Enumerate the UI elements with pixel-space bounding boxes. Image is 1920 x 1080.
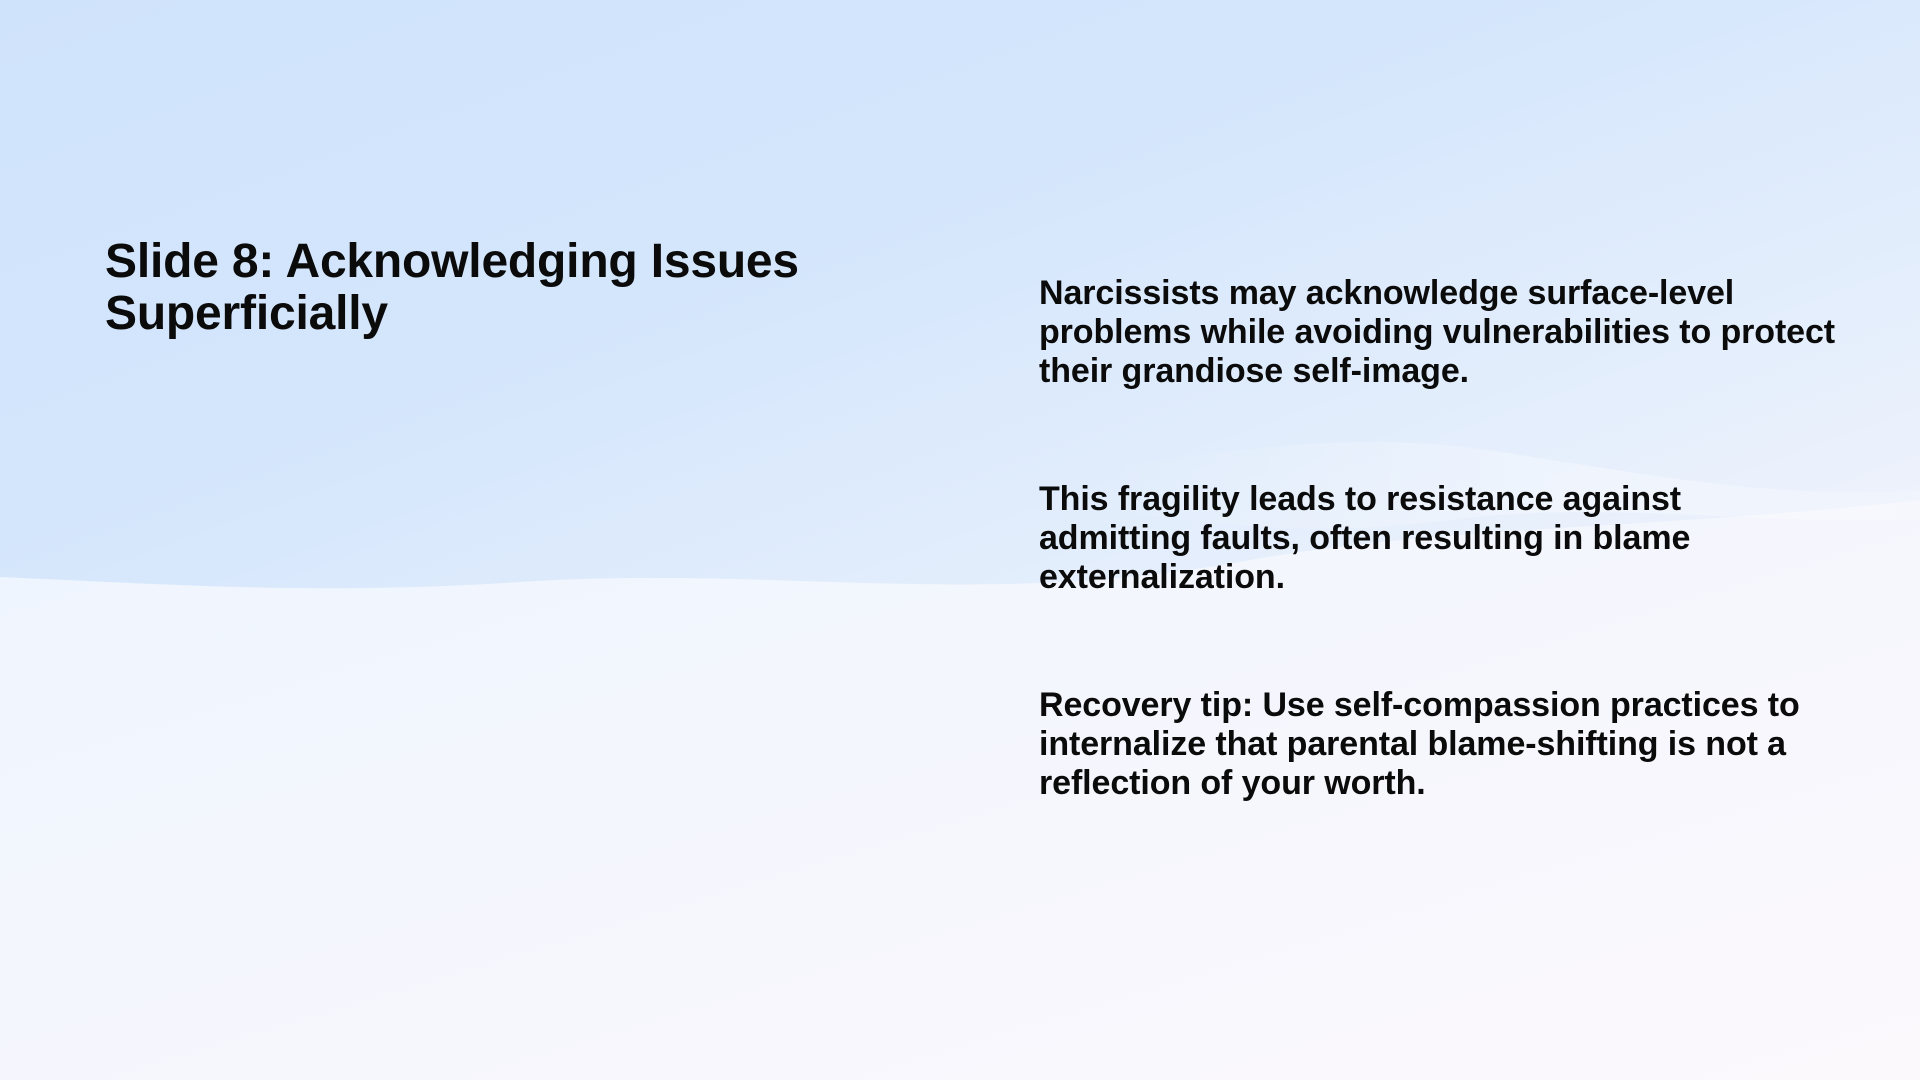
point-text: Narcissists may acknowledge surface-level problems while avoiding vulnerabilities to protect their grandiose self-image. xyxy=(1039,274,1836,390)
point-text: Recovery tip: Use self-compassion practices to internalize that parental blame-shifting is not a reflection of your worth. xyxy=(1039,686,1800,802)
point-text: This fragility leads to resistance against admitting faults, often resulting in blame externalization. xyxy=(1039,480,1691,596)
slide-title: Slide 8: Acknowledging Issues Superficially xyxy=(105,235,799,340)
bullet-points xyxy=(1039,274,1839,892)
